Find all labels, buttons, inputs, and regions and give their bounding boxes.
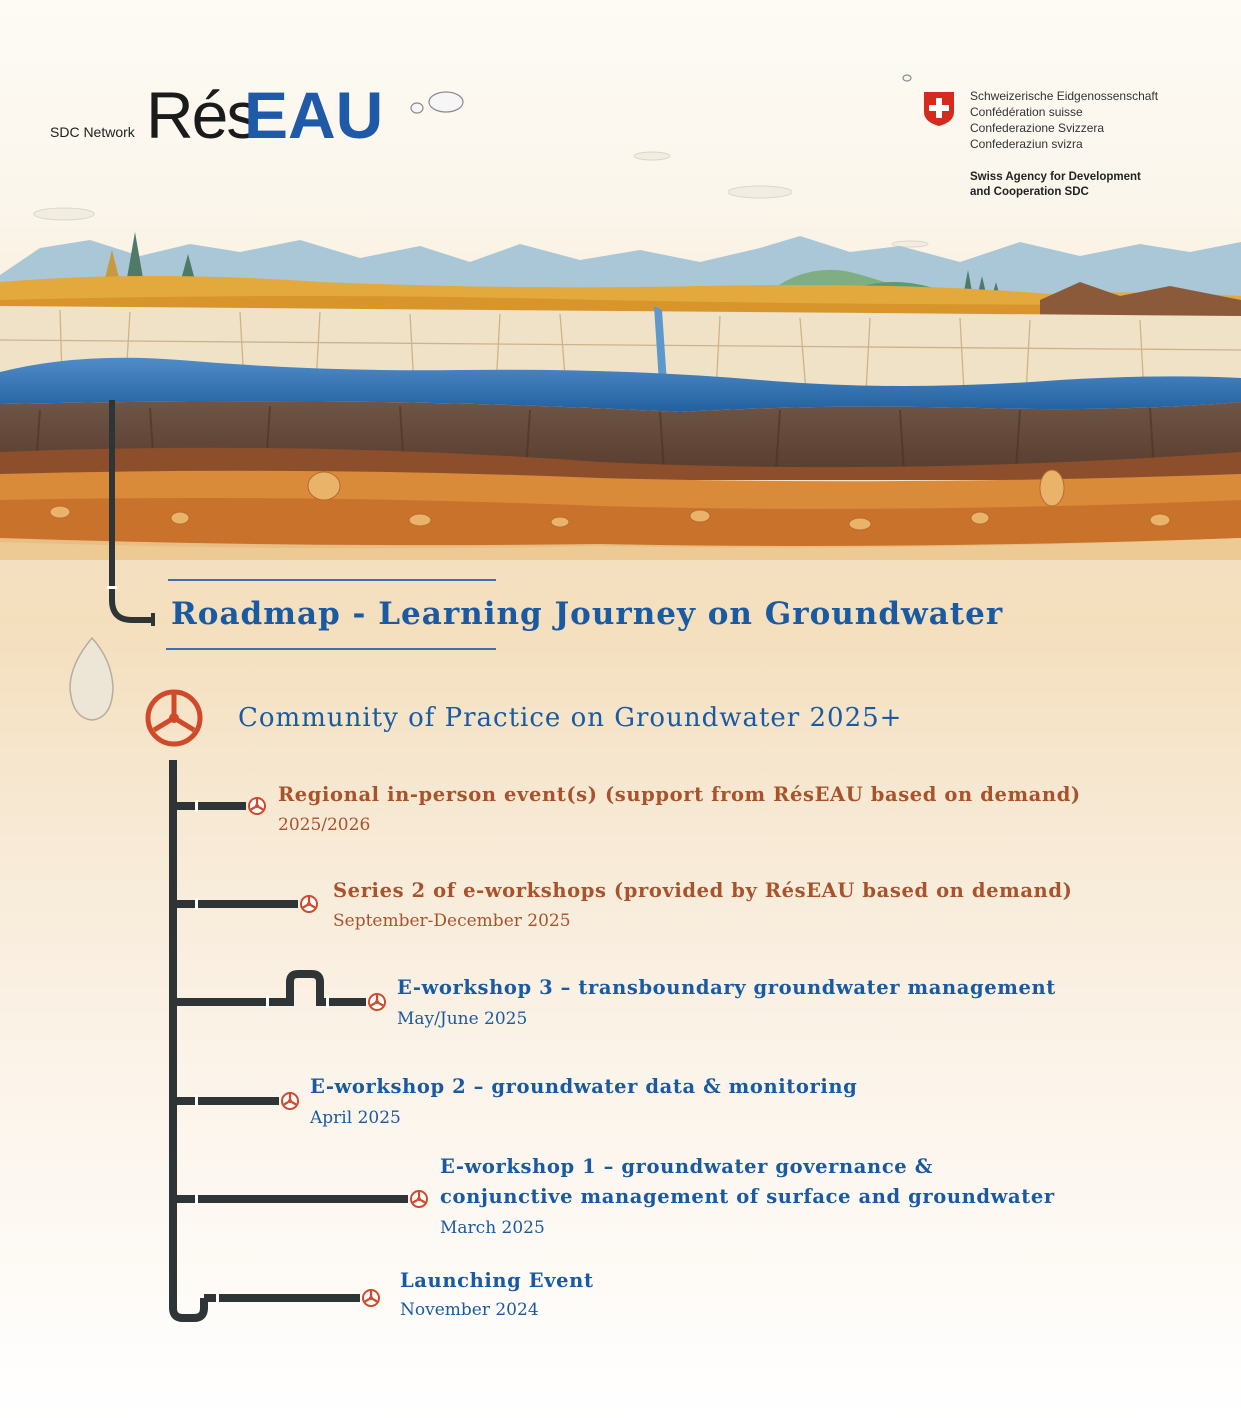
community-subtitle: Community of Practice on Groundwater 2025+: [238, 703, 903, 733]
event-valve-icon: [369, 994, 385, 1010]
network-label: SDC Network: [50, 124, 135, 140]
event-date: April 2025: [310, 1108, 401, 1128]
brand-eau: EAU: [244, 78, 384, 152]
main-valve-icon: [148, 692, 200, 744]
event-title: E-workshop 3 – transboundary groundwater management: [397, 976, 1056, 999]
event-title: Series 2 of e-workshops (provided by RésEAU based on demand): [333, 879, 1073, 902]
brand-res: Rés: [146, 78, 258, 152]
name-de: Schweizerische Eidgenossenschaft: [970, 89, 1159, 103]
agency-line-1: Swiss Agency for Development: [970, 171, 1141, 183]
main-vertical-pipe: [173, 760, 204, 1318]
event-valve-icon: [282, 1093, 298, 1109]
event-valve-icon: [301, 896, 317, 912]
event-title-line-2: conjunctive management of surface and groundwater: [440, 1185, 1055, 1208]
event-date: 2025/2026: [278, 815, 371, 835]
roadmap-title: Roadmap - Learning Journey on Groundwater: [171, 596, 1004, 632]
event-date: March 2025: [440, 1218, 545, 1238]
event-date: May/June 2025: [397, 1009, 528, 1029]
event-title-line-1: E-workshop 1 – groundwater governance &: [440, 1155, 933, 1178]
agency-line-2: and Cooperation SDC: [970, 186, 1089, 198]
event-title: E-workshop 2 – groundwater data & monitoring: [310, 1075, 858, 1098]
event-title: Launching Event: [400, 1269, 594, 1292]
water-drop-icon: [70, 638, 113, 720]
name-rm: Confederaziun svizra: [970, 137, 1083, 151]
event-valve-icon: [249, 798, 265, 814]
event-valve-icon: [363, 1290, 379, 1306]
name-it: Confederazione Svizzera: [970, 121, 1105, 135]
event-title: Regional in-person event(s) (support from RésEAU based on demand): [278, 783, 1081, 806]
event-valve-icon: [411, 1191, 427, 1207]
name-fr: Confédération suisse: [970, 105, 1083, 119]
event-date: September-December 2025: [333, 911, 571, 931]
event-date: November 2024: [400, 1300, 539, 1320]
aquifer-outlet-pipe: [112, 400, 152, 620]
